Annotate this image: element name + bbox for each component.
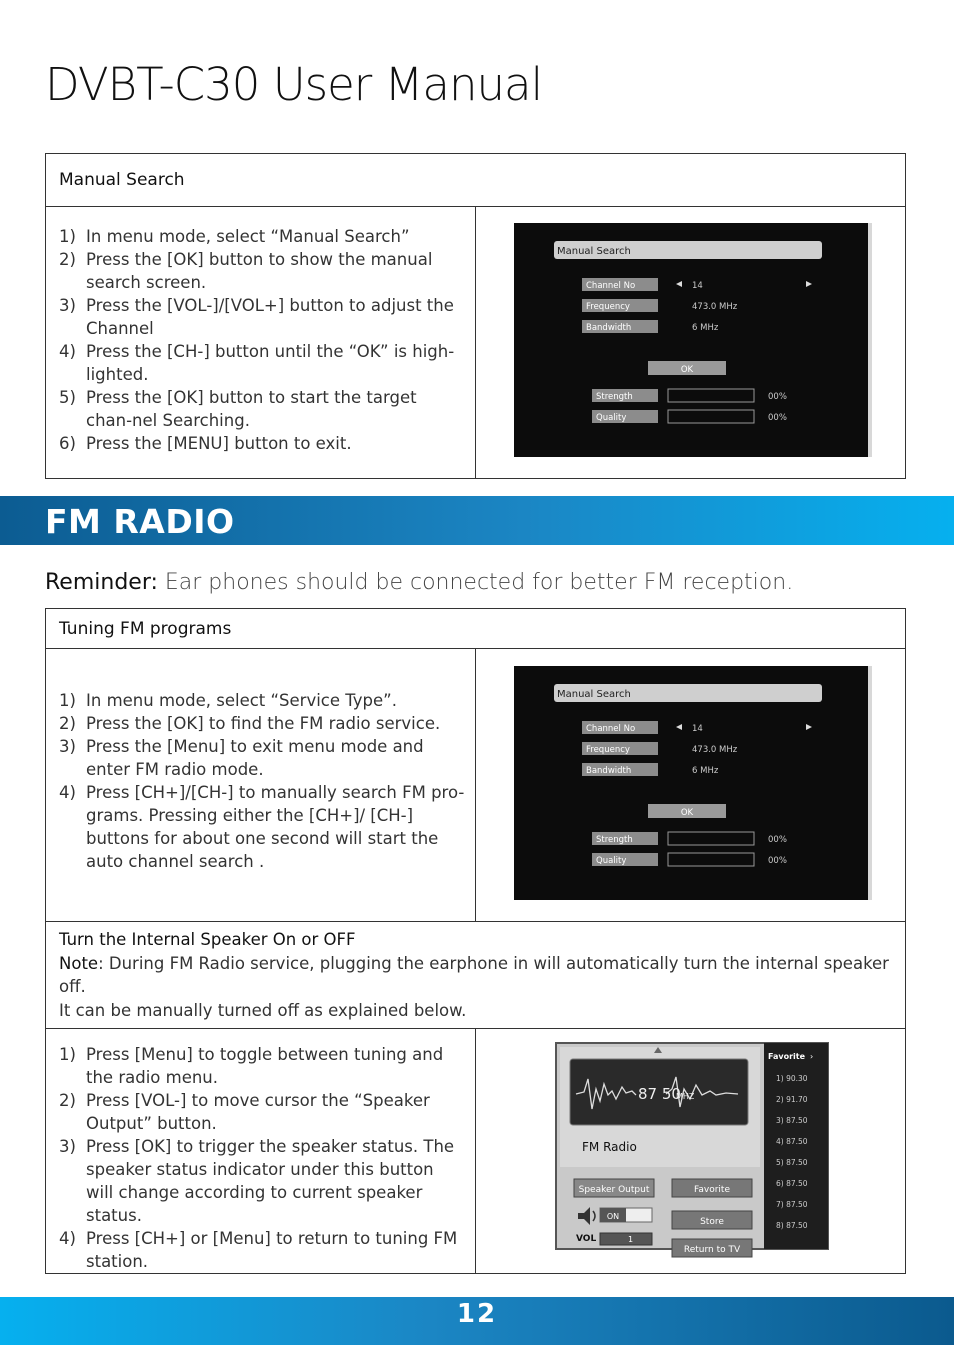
osd-channel-label: Channel No [586, 724, 636, 734]
step-text: Press the [MENU] button to exit. [86, 434, 352, 453]
favorite-list-header: Favorite [768, 1052, 806, 1061]
manual-search-box [45, 153, 906, 479]
osd-screen-2 [476, 649, 906, 917]
osd-ok-button: OK [680, 808, 694, 818]
step-number: 2) [59, 250, 76, 269]
speaker-header: Turn the Internal Speaker On or OFF [59, 930, 356, 949]
page-number: 12 [456, 1299, 498, 1329]
osd-channel-value: 14 [692, 724, 703, 734]
step-number: 4) [59, 342, 76, 361]
step-text: In menu mode, select “Manual Search” [86, 227, 410, 246]
speaker-note [46, 922, 906, 1029]
osd-strength-value: 00% [768, 835, 787, 845]
step-item [59, 712, 465, 735]
step-item [59, 1227, 465, 1273]
section-banner [0, 496, 954, 545]
favorite-list-item[interactable]: 6) 87.50 [776, 1179, 808, 1188]
step-number: 3) [59, 737, 76, 756]
step-text: Press [OK] to trigger the speaker status. The speaker status indicator under this button will change according to current speaker status. [86, 1137, 455, 1225]
osd-edge [868, 666, 872, 900]
favorite-list-item[interactable]: 8) 87.50 [776, 1221, 808, 1230]
speaker-output-button[interactable]: Speaker Output [578, 1185, 650, 1195]
osd-strength-value: 00% [768, 392, 787, 402]
osd-strength-label: Strength [596, 835, 633, 845]
note-text: : During FM Radio service, plugging the earphone in will automatically turn the internal speaker off. [59, 953, 889, 996]
fm-radio-box [45, 608, 906, 1274]
step-text: Press [VOL-] to move cursor the “Speaker Output” button. [86, 1091, 430, 1133]
osd-bandwidth-label: Bandwidth [586, 323, 632, 333]
osd-ok-button: OK [680, 365, 694, 375]
favorite-list-item[interactable]: 7) 87.50 [776, 1200, 808, 1209]
step-item [59, 1043, 465, 1089]
favorite-list-item[interactable]: 2) 91.70 [776, 1095, 808, 1104]
tuning-steps [46, 689, 475, 873]
manual-search-steps [46, 225, 475, 455]
step-number: 3) [59, 1137, 76, 1156]
speaker-on-indicator: ON [606, 1212, 620, 1221]
osd-channel-value: 14 [692, 281, 703, 291]
step-text: Press the [OK] button to start the target chan-nel Searching. [86, 388, 417, 430]
fm-unit: MHZ [676, 1092, 695, 1101]
manual-search-header: Manual Search [46, 154, 906, 207]
step-text: Press the [OK] to find the FM radio service. [86, 714, 441, 733]
fm-radio-screen [476, 1029, 906, 1265]
step-text: Press the [Menu] to exit menu mode and enter FM radio mode. [86, 737, 424, 779]
step-item [59, 225, 465, 248]
step-item [59, 432, 465, 455]
manual-search-screenshot [476, 207, 906, 479]
osd-bandwidth-label: Bandwidth [586, 766, 632, 776]
favorite-list-item[interactable]: 1) 90.30 [776, 1074, 808, 1083]
step-text: Press [Menu] to toggle between tuning and the radio menu. [86, 1045, 444, 1087]
osd-quality-value: 00% [768, 856, 787, 866]
page-title: DVBT-C30 User Manual [45, 58, 543, 111]
step-text: Press the [CH-] button until the “OK” is high-lighted. [86, 342, 455, 384]
tuning-header: Tuning FM programs [46, 609, 906, 649]
osd-frequency-value: 473.0 MHz [692, 302, 738, 312]
step-text: Press [CH+] or [Menu] to return to tuning FM station. [86, 1229, 458, 1271]
section-banner-title: FM RADIO [45, 502, 235, 541]
favorite-list-item[interactable]: 3) 87.50 [776, 1116, 808, 1125]
tuning-screenshot [476, 649, 906, 922]
favorite-list-item[interactable]: 4) 87.50 [776, 1137, 808, 1146]
store-button[interactable]: Store [700, 1217, 724, 1227]
step-item [59, 689, 465, 712]
step-number: 2) [59, 714, 76, 733]
vol-label: VOL [576, 1234, 597, 1244]
step-text: Press [CH+]/[CH-] to manually search FM pro-grams. Pressing either the [CH+]/ [CH-] buttons for about one second will start the auto channel search . [86, 783, 465, 871]
footer [0, 1297, 954, 1345]
fm-name: FM Radio [582, 1140, 637, 1154]
step-text: Press the [OK] button to show the manual search screen. [86, 250, 433, 292]
osd-frequency-label: Frequency [586, 302, 630, 312]
vol-value: 1 [628, 1235, 634, 1244]
step-number: 1) [59, 227, 76, 246]
note-label: Note [59, 953, 99, 973]
step-item [59, 781, 465, 873]
step-number: 6) [59, 434, 76, 453]
speaker-steps [46, 1043, 475, 1273]
step-number: 1) [59, 691, 76, 710]
osd-quality-value: 00% [768, 413, 787, 423]
step-item [59, 386, 465, 432]
osd-screen-1 [476, 207, 906, 474]
step-item [59, 1089, 465, 1135]
osd-frequency-value: 473.0 MHz [692, 745, 738, 755]
step-item [59, 340, 465, 386]
reminder [45, 570, 793, 595]
note-line2: It can be manually turned off as explained below. [59, 1000, 467, 1020]
osd-quality-label: Quality [596, 856, 627, 866]
favorite-button[interactable]: Favorite [694, 1185, 730, 1195]
step-text: Press the [VOL-]/[VOL+] button to adjust the Channel [86, 296, 454, 338]
favorite-list-item[interactable]: 5) 87.50 [776, 1158, 808, 1167]
step-number: 2) [59, 1091, 76, 1110]
osd-title: Manual Search [557, 689, 631, 700]
step-text: In menu mode, select “Service Type”. [86, 691, 397, 710]
osd-channel-label: Channel No [586, 281, 636, 291]
step-number: 1) [59, 1045, 76, 1064]
osd-title: Manual Search [557, 246, 631, 257]
reminder-label: Reminder: [45, 570, 158, 595]
osd-bandwidth-value: 6 MHz [692, 323, 719, 333]
return-to-tv-button[interactable]: Return to TV [683, 1245, 741, 1255]
osd-edge [868, 223, 872, 457]
step-number: 3) [59, 296, 76, 315]
step-item [59, 735, 465, 781]
osd-strength-label: Strength [596, 392, 633, 402]
osd-frequency-label: Frequency [586, 745, 630, 755]
chevron-right-icon: › [810, 1052, 814, 1061]
step-item [59, 294, 465, 340]
step-number: 4) [59, 1229, 76, 1248]
step-item [59, 1135, 465, 1227]
step-number: 4) [59, 783, 76, 802]
osd-quality-label: Quality [596, 413, 627, 423]
reminder-text: Ear phones should be connected for better FM reception. [157, 570, 794, 595]
osd-bandwidth-value: 6 MHz [692, 766, 719, 776]
fm-frequency: 87 50 [638, 1085, 681, 1103]
step-number: 5) [59, 388, 76, 407]
step-item [59, 248, 465, 294]
fm-radio-screenshot [476, 1029, 906, 1274]
